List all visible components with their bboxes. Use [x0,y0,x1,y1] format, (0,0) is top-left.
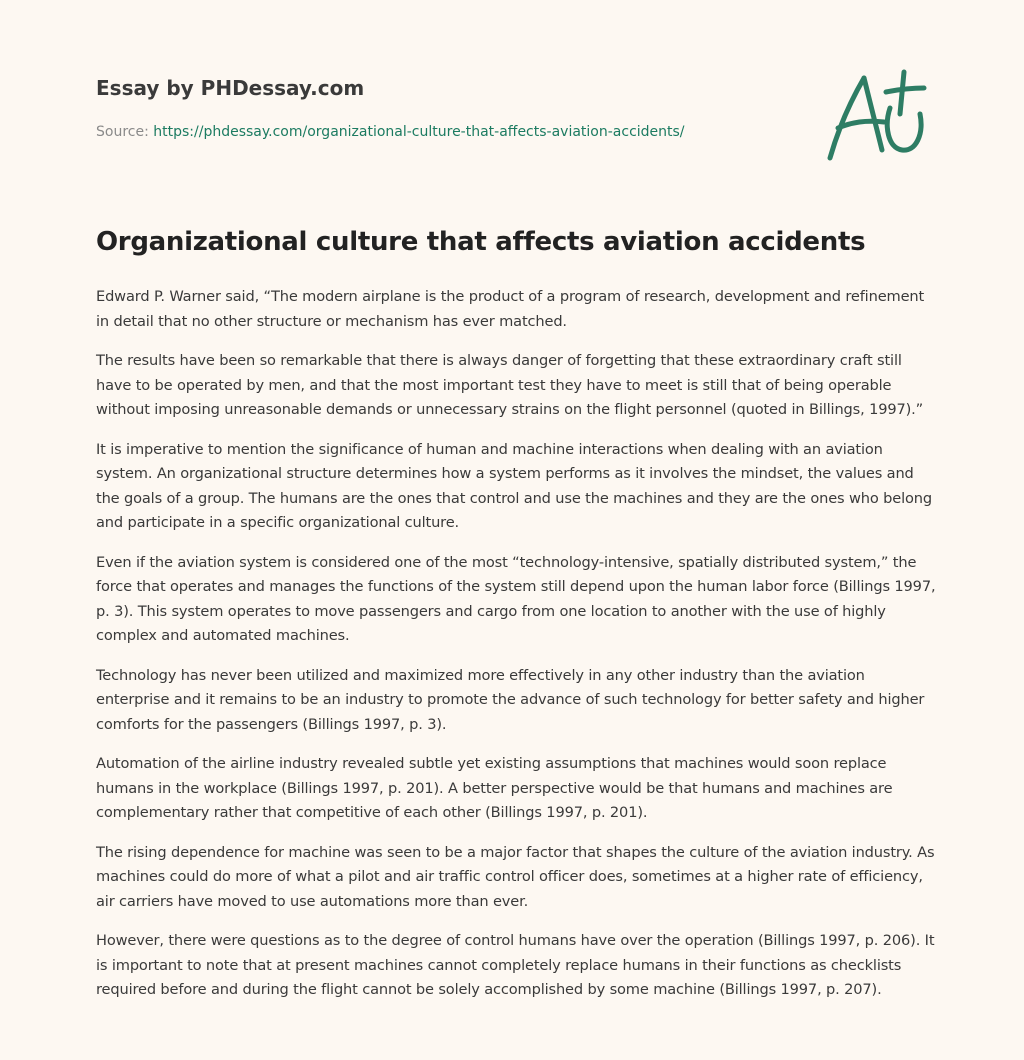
a-plus-logo-icon [824,68,928,164]
essay-paragraph: Edward P. Warner said, “The modern airplane is the product of a program of research, development and refinement in detail that no other structure or mechanism has ever matched. [96,288,925,330]
essay-paragraph: Technology has never been utilized and maximized more effectively in any other industry than the aviation enterprise and it remains to be an industry to promote the advance of such technology for better safety and higher comforts for the passengers (Billings 1997, p. 3). [96,666,925,733]
site-title: Essay by PHDessay.com [96,76,365,100]
essay-title: Organizational culture that affects aviation accidents [96,227,866,257]
essay-paragraph: However, there were questions as to the degree of control humans have over the operation (Billings 1997, p. 206). It is important to note that at present machines cannot completely replace humans in their functions as checklists required before and during the flight cannot be solely accomplished by some machine (Billings 1997, p. 207). [96,932,935,998]
essay-body [96,285,936,1018]
source-label: Source: [96,124,149,140]
source-line [96,124,685,140]
essay-paragraph: It is imperative to mention the significance of human and machine interactions when dealing with an aviation system. An organizational structure determines how a system performs as it involves the mindset, the values and the goals of a group. The humans are the ones that control and use the machines and they are the ones who belong and participate in a specific organizational culture. [96,440,932,531]
essay-paragraph: Automation of the airline industry revealed subtle yet existing assumptions that machines would soon replace humans in the workplace (Billings 1997, p. 201). A better perspective would be that humans and machines are complementary rather that competitive of each other (Billings 1997, p. 201). [96,755,893,821]
essay-paragraph: The rising dependence for machine was seen to be a major factor that shapes the culture of the aviation industry. As machines could do more of what a pilot and air traffic control officer does, sometimes at a higher rate of efficiency, air carriers have moved to use automations more than ever. [96,843,935,910]
essay-paragraph: Even if the aviation system is considered one of the most “technology-intensive, spatially distributed system,” the force that operates and manages the functions of the system still depend upon the human labor force (Billings 1997, p. 3). This system operates to move passengers and cargo from one location to another with the use of highly complex and automated machines. [96,553,936,644]
essay-paragraph: The results have been so remarkable that there is always danger of forgetting that these extraordinary craft still have to be operated by men, and that the most important test they have to meet is still that of being operable without imposing unreasonable demands or unnecessary strains on the flight personnel (quoted in Billings, 1997).” [96,352,924,418]
source-link[interactable]: https://phdessay.com/organizational-culture-that-affects-aviation-accidents/ [153,124,685,140]
